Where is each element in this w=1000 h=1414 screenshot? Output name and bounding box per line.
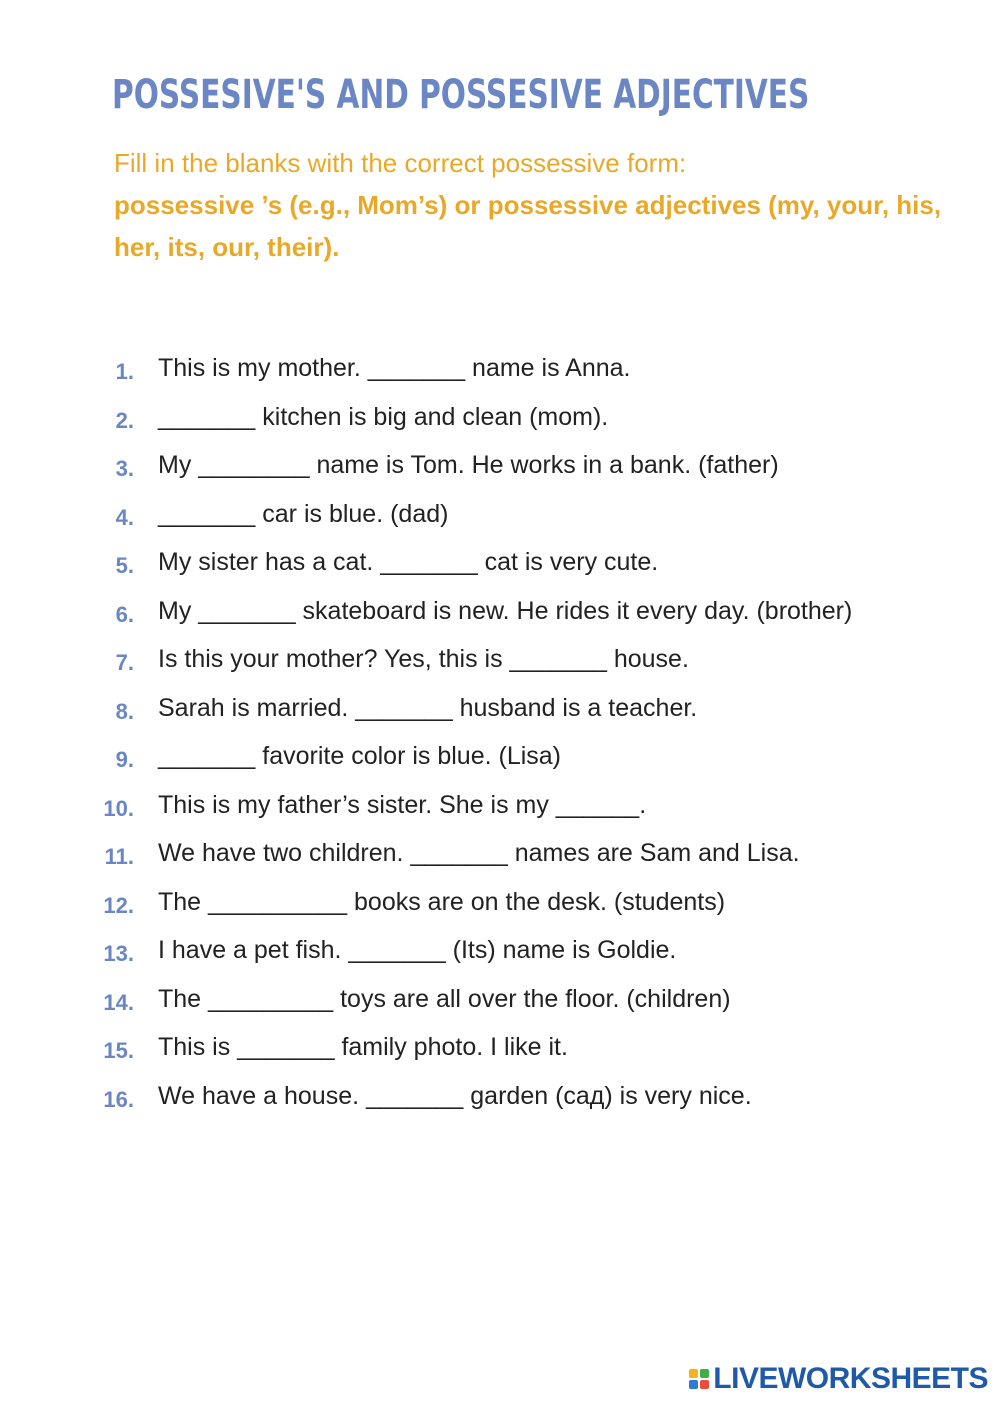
item-text: Is this your mother? Yes, this is _______ house. [158, 645, 689, 673]
item-text: The __________ books are on the desk. (students) [158, 887, 726, 916]
exercise-item [0, 982, 1000, 1031]
exercise-item [0, 739, 1000, 788]
exercise-item [0, 400, 1000, 449]
item-number: 15. [103, 1038, 134, 1063]
item-text: My _______ skateboard is new. He rides it every day. (brother) [158, 596, 853, 625]
item-text: Sarah is married. _______ husband is a teacher. [158, 693, 698, 722]
item-number: 1. [115, 359, 134, 384]
liveworksheets-logo[interactable] [689, 1362, 988, 1396]
exercise-item [0, 351, 1000, 400]
item-number: 10. [103, 795, 134, 821]
item-number: 9. [115, 747, 134, 772]
exercise-item [0, 642, 1000, 691]
exercise-list [0, 351, 1000, 1127]
item-number: 13. [103, 941, 134, 966]
item-text: My ________ name is Tom. He works in a bank. (father) [158, 451, 779, 479]
item-text: I have a pet fish. _______ (Its) name is Goldie. [158, 936, 677, 964]
exercise-item [0, 594, 1000, 643]
logo-square [700, 1380, 709, 1389]
logo-square [689, 1380, 698, 1389]
item-text: _______ kitchen is big and clean (mom). [158, 402, 609, 431]
exercise-item [0, 1030, 1000, 1079]
item-number: 14. [103, 989, 134, 1015]
item-number: 8. [115, 698, 134, 724]
exercise-item [0, 497, 1000, 546]
item-text: This is _______ family photo. I like it. [158, 1033, 568, 1061]
item-number: 2. [115, 407, 134, 433]
item-text: We have two children. _______ names are Sam and Lisa. [158, 839, 800, 867]
item-text: This is my father’s sister. She is my ______. [158, 790, 647, 819]
item-text: We have a house. _______ garden (сад) is very nice. [158, 1081, 752, 1110]
liveworksheets-grid-icon [689, 1369, 709, 1389]
item-text: The _________ toys are all over the floor. (children) [158, 984, 731, 1013]
instructions-line-2: possessive ’s (e.g., Mom’s) or possessive adjectives (my, your, his, her, its, our, their). [114, 190, 942, 262]
exercise-item [0, 691, 1000, 740]
exercise-item [0, 545, 1000, 594]
item-number: 6. [115, 601, 134, 627]
item-text: This is my mother. _______ name is Anna. [158, 354, 631, 382]
instructions [114, 142, 974, 268]
worksheet-title: POSSESIVE'S AND POSSESIVE ADJECTIVES [112, 72, 810, 118]
instructions-line-1: Fill in the blanks with the correct possessive form: [114, 148, 687, 178]
item-number: 16. [103, 1086, 134, 1112]
exercise-item [0, 448, 1000, 497]
exercise-item [0, 836, 1000, 885]
item-text: My sister has a cat. _______ cat is very cute. [158, 548, 659, 576]
item-number: 5. [115, 553, 134, 578]
exercise-item [0, 933, 1000, 982]
item-number: 12. [103, 892, 134, 918]
item-number: 7. [115, 650, 134, 675]
item-text: _______ car is blue. (dad) [158, 499, 449, 528]
item-number: 4. [115, 504, 134, 530]
item-text: _______ favorite color is blue. (Lisa) [158, 742, 562, 770]
logo-square [700, 1369, 709, 1378]
exercise-item [0, 1079, 1000, 1128]
exercise-item [0, 788, 1000, 837]
logo-text: LIVEWORKSHEETS [713, 1362, 988, 1395]
exercise-item [0, 885, 1000, 934]
item-number: 3. [115, 456, 134, 481]
item-number: 11. [104, 844, 134, 869]
logo-square [689, 1369, 698, 1378]
